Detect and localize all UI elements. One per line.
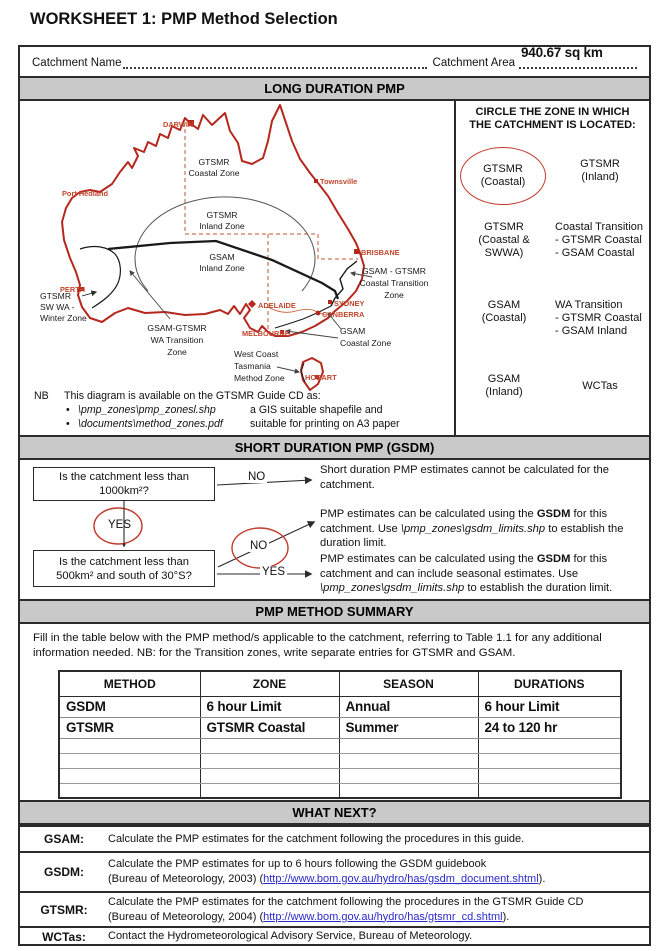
zone-option-gtsmr-coastal-l1: GTSMR [483,163,523,175]
flow-outcome-1: Short duration PMP estimates cannot be calculated for the catchment. [320,464,609,491]
empty-cell[interactable] [478,783,621,798]
cell-durations: 6 hour Limit [478,696,621,717]
long-duration-panel [20,101,649,435]
outcome3-text: PMP estimates can be calculated using the [320,553,537,565]
city-marker-sydney [328,300,332,304]
map-city-canberra: CANBERRA [322,310,365,319]
catchment-name-label: Catchment Name [32,57,122,69]
nb-item2-path: \documents\method_zones.pdf [78,418,223,430]
city-marker-brisbane [354,249,359,254]
map-zone-wctas-l1: West Coast [234,349,279,359]
flow-outcome-2 [320,507,648,551]
outcome3-gsdm: GSDM [536,553,571,565]
col-header-method: METHOD [59,671,200,696]
map-city-sydney: SYDNEY [334,299,365,308]
worksheet [18,45,651,946]
nb-item2-desc: suitable for printing on A3 paper [250,418,400,430]
catchment-area-field[interactable] [519,45,637,69]
zone-option-gsam-coastal[interactable] [456,299,552,325]
zone-heading-line1: CIRCLE THE ZONE IN WHICH [475,106,630,118]
flow-no2-label: NO [250,540,268,552]
table-empty-row [59,783,621,798]
flow-q1-line2: 1000km²? [99,485,149,497]
map-zone-gtsmr-coastal-l1: GTSMR [198,157,230,167]
empty-cell[interactable] [478,768,621,783]
zone-option-text: WA Transition [555,299,623,311]
empty-cell[interactable] [59,768,200,783]
zone-option-text: SWWA) [484,247,524,259]
zone-option-text: - GSAM Inland [555,325,628,337]
table-header-row [59,671,621,696]
bullet-icon: • [66,418,70,430]
label-arrow-wctas [277,367,299,372]
section-bar-summary: PMP METHOD SUMMARY [20,599,649,624]
map-zone-gtsmr-inland-l1: GTSMR [206,210,238,220]
flow-no1-label: NO [248,471,266,483]
empty-cell[interactable] [200,738,339,753]
zone-option-gsam-inland[interactable] [456,373,552,399]
zone-option-text: GSAM [487,299,521,311]
flow-q2-line2: 500km² and south of 30°S? [56,569,192,582]
gsdm-line2 [108,872,643,887]
gsdm-text [108,857,649,886]
map-city-brisbane: BRISBANE [361,248,400,257]
outcome3-path: \pmp_zones\gsdm_limits.shp [320,582,465,595]
section-bar-short-duration: SHORT DURATION PMP (GSDM) [20,435,649,460]
map-city-townsville: Townsville [320,177,358,186]
outcome2-text: to establish the duration limit. [320,522,624,550]
flow-question-1 [33,467,215,501]
cell-zone: 6 hour Limit [200,696,339,717]
map-zone-gtsmr-inland-l2: Inland Zone [199,221,245,231]
map-zone-wa-transition-l1: GSAM-GTSMR [147,323,207,333]
whatnext-row-gsdm [20,851,649,891]
zone-option-wa-transition[interactable] [555,299,653,338]
cell-method: GTSMR [59,717,200,738]
gsdm-line2-pre: (Bureau of Meteorology, 2003) ( [108,873,264,885]
gtsmr-line1: Calculate the PMP estimates for the catchment following the procedures in the GTSMR Guide CD [108,895,584,908]
summary-instruction: Fill in the table below with the PMP method/s applicable to the catchment, referring to Table 1.1 for any additional information needed. NB: for the Transition zones, write separate entries for GTSMR and GSAM. [33,632,602,659]
zone-option-coastal-transition[interactable] [555,221,653,260]
whatnext-row-gsam [20,825,649,851]
flowchart-panel [20,460,649,599]
gtsmr-line2 [108,910,643,925]
gtsmr-label: GTSMR: [40,902,88,917]
gtsmr-line2-pre: (Bureau of Meteorology, 2004) ( [108,910,264,923]
cell-season: Summer [339,717,478,738]
zone-option-text: GTSMR [580,158,620,170]
nb-item1-desc: a GIS suitable shapefile and [250,404,383,416]
zone-option-text: (Coastal) [481,312,527,324]
zone-option-wctas[interactable] [552,380,648,393]
nb-label: NB [34,390,49,402]
gsam-label: GSAM: [44,832,84,846]
method-summary-table [58,670,622,799]
gsdm-label: GSDM: [44,865,84,879]
wctas-text: Contact the Hydrometeorological Advisory Service, Bureau of Meteorology. [108,930,473,943]
map-city-melbourne: MELBOURNE [242,329,290,338]
map-zone-wctas-l2: Tasmania [234,361,271,371]
cell-durations: 24 to 120 hr [478,717,621,738]
selected-zone-circle[interactable] [460,147,546,205]
zone-option-text: (Coastal & [478,234,530,246]
nb-bullet-2 [34,417,452,431]
cell-method: GSDM [59,696,200,717]
gtsmr-line2-post: ). [502,910,510,923]
map-zone-wctas-l3: Method Zone [234,373,285,383]
summary-panel [20,624,649,800]
empty-cell[interactable] [339,768,478,783]
flow-question-2 [33,550,215,587]
city-marker-adelaide [248,300,256,308]
nb-note [34,389,452,431]
empty-cell[interactable] [339,783,478,798]
outcome2-text: PMP estimates can be calculated using the [320,508,537,520]
flow-q1-line1: Is the catchment less than [59,471,189,483]
map-zone-gsam-inland-l1: GSAM [209,252,235,262]
empty-cell[interactable] [200,753,339,768]
table-empty-row [59,738,621,753]
zone-option-text: - GTSMR Coastal [555,312,642,324]
catchment-name-field[interactable] [123,57,426,69]
city-marker-canberra [316,311,321,316]
section-bar-long-duration: LONG DURATION PMP [20,76,649,101]
empty-cell[interactable] [339,753,478,768]
outcome3-text: to establish the duration limit. [464,582,613,595]
zone-option-text: (Inland) [581,171,619,183]
table-row [59,696,621,717]
map-zone-sw-wa-l2: SW WA - [40,302,75,312]
zone-option-gtsmr-coastal-l2: (Coastal) [480,176,526,188]
map-city-hobart: HOBART [305,373,337,382]
page-title: WORKSHEET 1: PMP Method Selection [30,10,338,28]
australia-zone-map [20,101,454,391]
map-city-darwin: DARWIN [163,120,194,129]
bullet-icon: • [66,404,70,416]
catchment-area-label: Catchment Area [432,57,515,69]
nb-bullet-1 [34,403,452,417]
empty-cell[interactable] [59,783,200,798]
map-zone-gsam-coastal-l2: Coastal Zone [340,338,392,348]
empty-cell[interactable] [478,753,621,768]
map-city-adelaide: ADELAIDE [258,301,296,310]
map-zone-wa-transition-l3: Zone [167,347,187,357]
zone-option-text: - GSAM Coastal [555,247,635,259]
map-zone-coastal-transition-l3: Zone [384,290,404,300]
wctas-label: WCTas: [42,929,86,944]
map-zone-gtsmr-coastal-l2: Coastal Zone [188,168,240,178]
flow-q2-line1: Is the catchment less than [59,555,189,568]
whatnext-row-gtsmr [20,891,649,926]
gsam-text: Calculate the PMP estimates for the catchment following the procedures in this guide. [108,832,525,845]
gtsmr-cd-link[interactable]: http://www.bom.gov.au/hydro/has/gtsmr_cd.shtml [263,910,503,923]
outcome2-gsdm: GSDM [536,508,571,520]
map-zone-coastal-transition-l2: Coastal Transition [359,278,429,288]
cell-zone: GTSMR Coastal [200,717,339,738]
cell-season: Annual [339,696,478,717]
empty-cell[interactable] [59,738,200,753]
col-header-season: SEASON [339,671,478,696]
empty-cell[interactable] [478,738,621,753]
outcome3-text: for this catchment and can include seasonal estimates. Use [320,553,608,580]
catchment-row [20,47,649,76]
flow-yes1-label: YES [108,519,132,531]
nb-item1-path: \pmp_zones\pmp_zonesl.shp [78,404,216,416]
city-marker-townsville [314,179,318,183]
whatnext-row-wctas [20,926,649,945]
map-zone-gsam-inland-l2: Inland Zone [199,263,245,273]
table-empty-row [59,768,621,783]
flow-outcome-3 [320,552,648,596]
outcome2-text: for this catchment. Use [320,508,608,535]
zone-option-text: GTSMR [484,221,524,233]
zone-panel-heading [456,106,649,132]
map-zone-wa-transition-l2: WA Transition [150,335,204,345]
wa-transition-boundary [80,247,120,308]
map-zone-sw-wa-l3: Winter Zone [40,313,87,323]
gsdm-document-link[interactable]: http://www.bom.gov.au/hydro/has/gsdm_document.shtml [263,873,539,885]
empty-cell[interactable] [59,753,200,768]
table-empty-row [59,753,621,768]
map-zone-gsam-coastal-l1: GSAM [340,326,366,336]
zone-selection-panel [454,101,649,435]
catchment-area-value: 940.67 sq km [521,45,603,60]
table-row [59,717,621,738]
empty-cell[interactable] [200,768,339,783]
map-city-port-hedland: Port Hedland [62,189,108,198]
zone-option-text: - GTSMR Coastal [555,234,642,246]
section-bar-whatnext: WHAT NEXT? [20,800,649,825]
zone-option-text: GSAM [487,373,521,385]
zone-option-text: WCTas [582,380,618,392]
nb-intro: This diagram is available on the GTSMR Guide CD as: [64,390,321,402]
col-header-durations: DURATIONS [478,671,621,696]
outcome2-path: \pmp_zones\gsdm_limits.shp [400,522,546,535]
zone-option-gtsmr-inland[interactable] [552,158,648,184]
zone-heading-line2: THE CATCHMENT IS LOCATED: [469,119,636,131]
map-city-perth: PERTH [60,285,86,294]
col-header-zone: ZONE [200,671,339,696]
gsdm-line2-post: ). [538,873,546,885]
flow-yes2-label: YES [262,566,286,578]
zone-option-text: (Inland) [485,386,523,398]
map-zone-coastal-transition-l1: GSAM - GTSMR [362,266,426,276]
map-panel [20,101,454,435]
gsdm-line1: Calculate the PMP estimates for up to 6 hours following the GSDM guidebook [108,858,487,871]
zone-option-gtsmr-coastal-swwa[interactable] [456,221,552,260]
map-zone-sw-wa-l1: GTSMR [40,291,72,301]
empty-cell[interactable] [200,783,339,798]
zone-option-text: Coastal Transition [555,221,644,233]
gtsmr-text [108,895,649,924]
empty-cell[interactable] [339,738,478,753]
